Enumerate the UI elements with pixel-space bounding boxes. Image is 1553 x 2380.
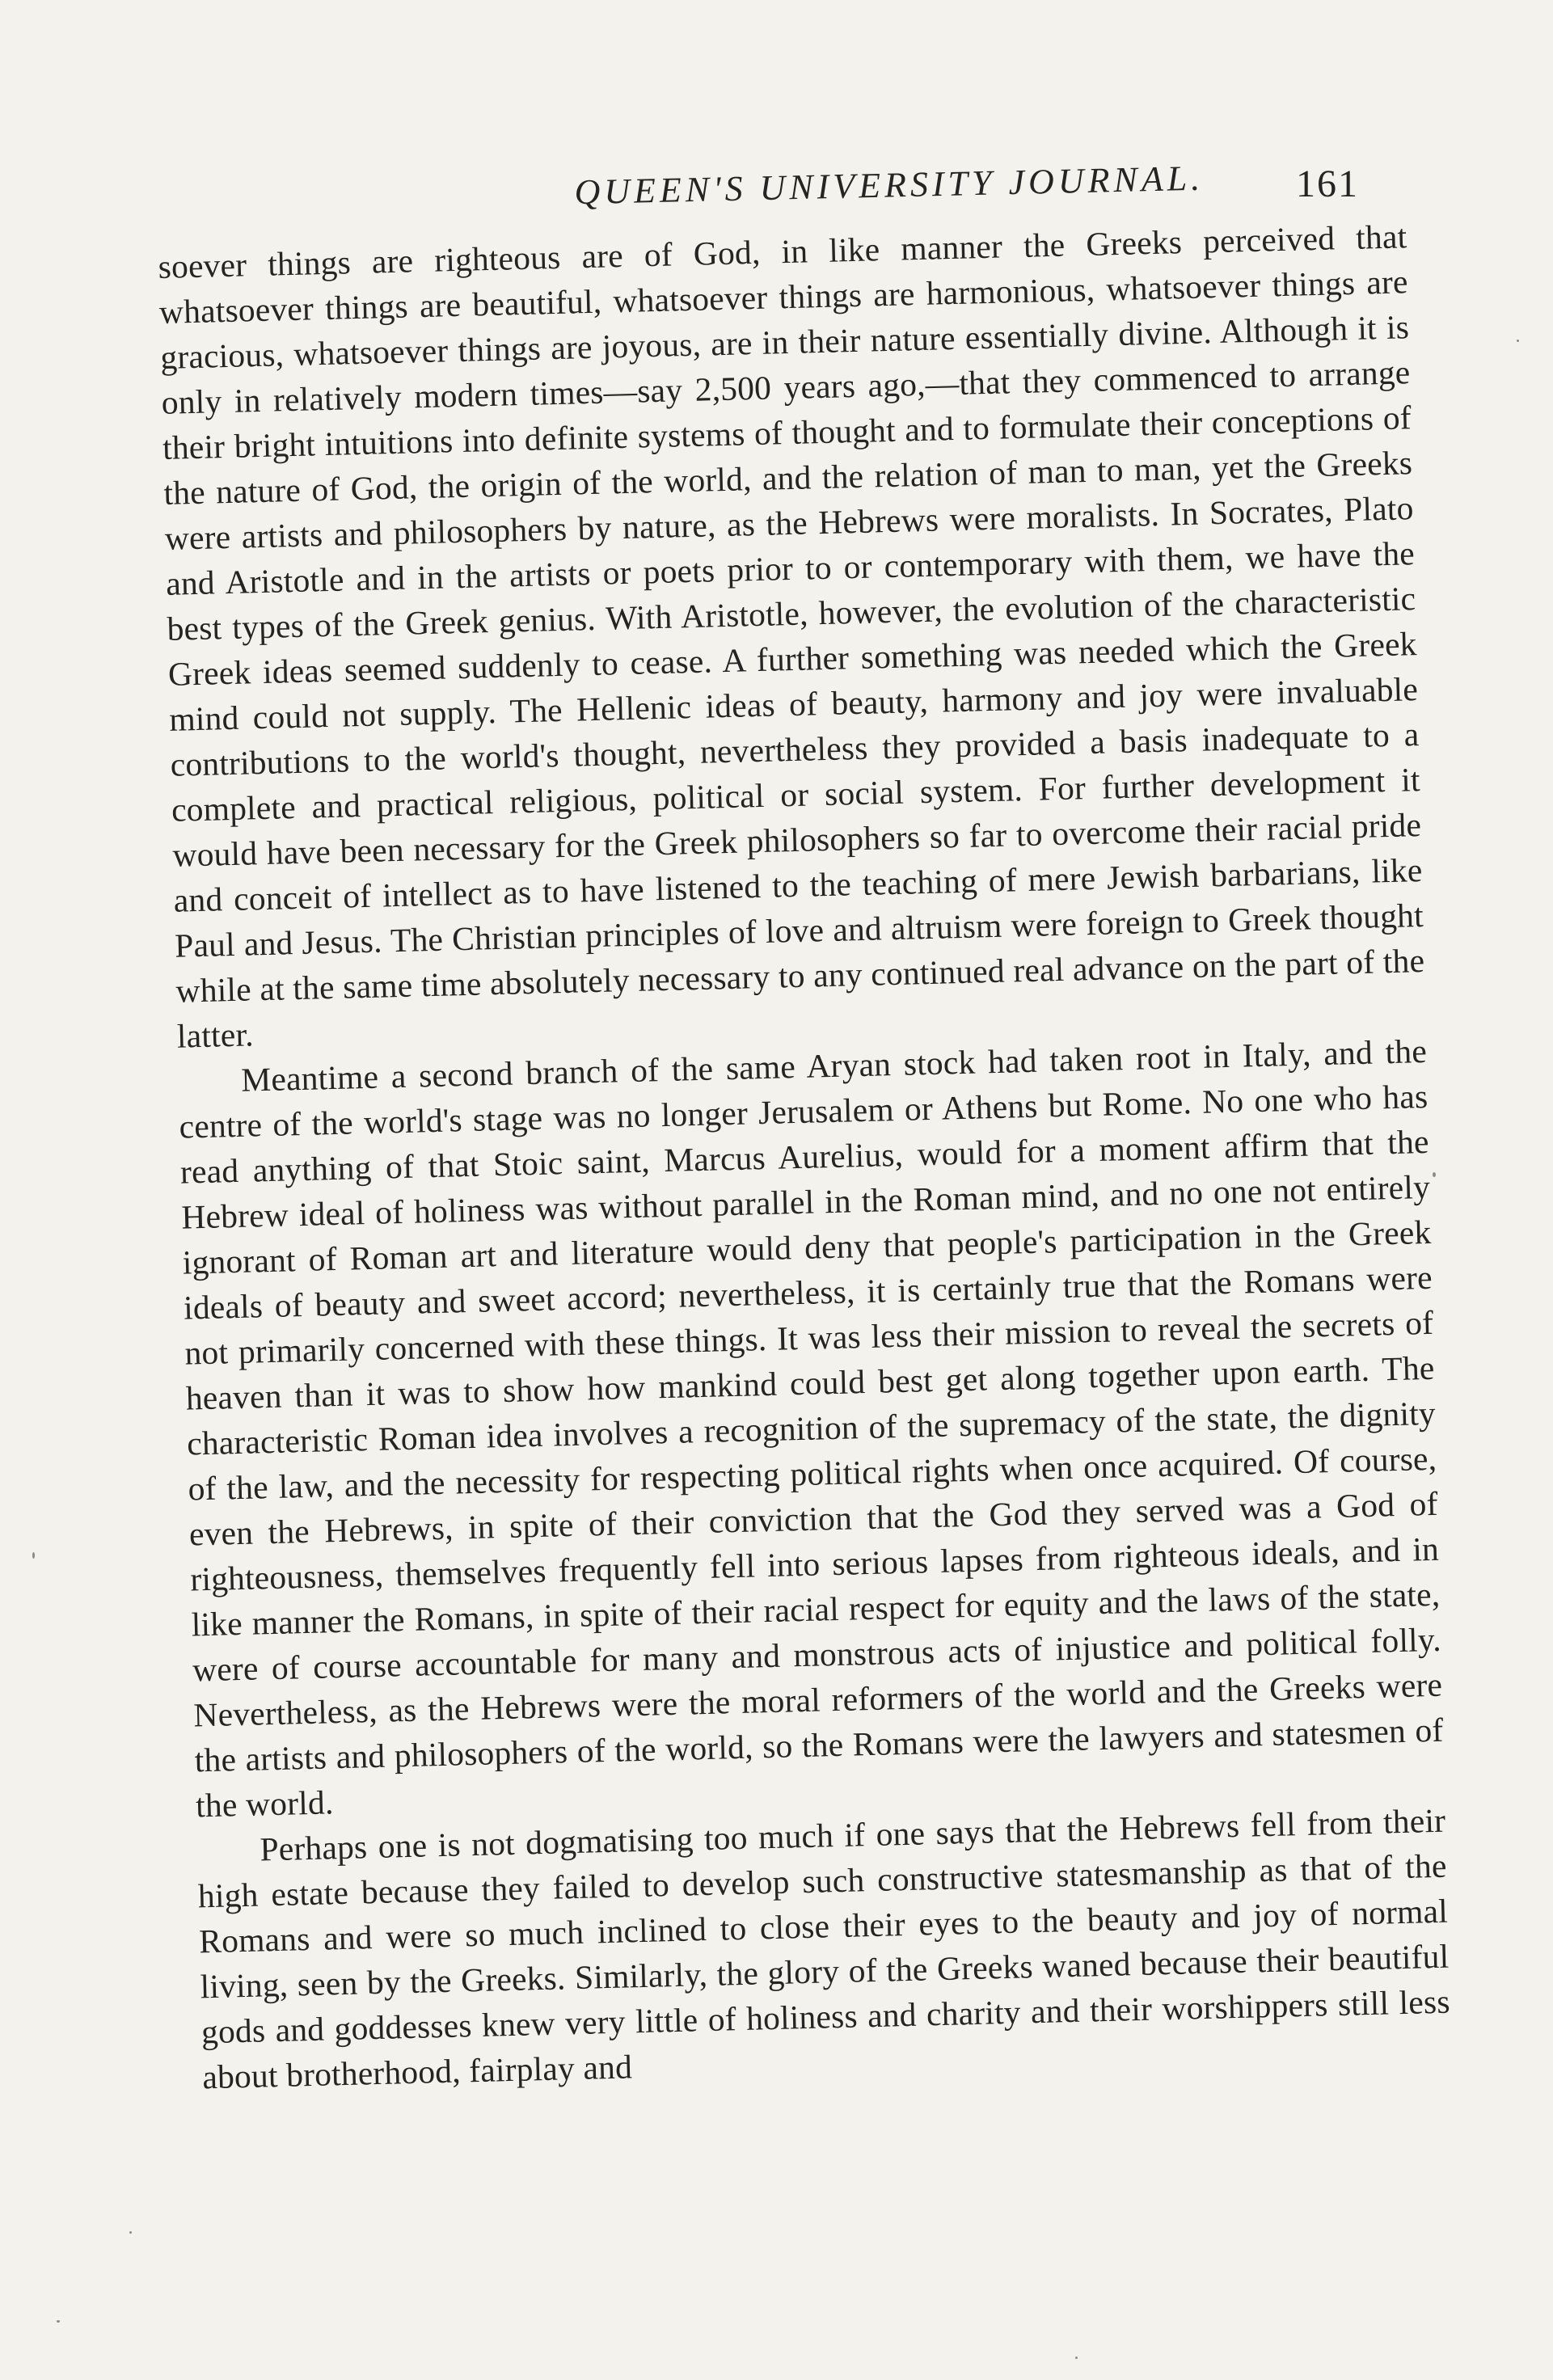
scan-speck	[57, 2320, 60, 2323]
paragraph-romans: Meantime a second branch of the same Aryan stock had taken root in Italy, and the centre of the world's stage was no longer Jerusalem or Athens but Rome. No one who has read anything of that Stoic saint, Marcus Aurelius, would for a moment affirm that the Hebrew ideal of holiness was without parallel in the Roman mind, and no one not entirely ignorant of Roman art and literature would deny that people's participation in the Greek ideals of beauty and sweet accord; nevertheless, it is certainly true that the Romans were not primarily concerned with these things. It was less their mission to reveal the secrets of heaven than it was to show how mankind could best get along together upon earth. The characteristic Roman idea involves a recognition of the supremacy of the state, the dignity of the law, and the necessity for respecting political rights when once acquired. Of course, even the Hebrews, in spite of their conviction that the God they served was a God of righteousness, themselves frequently fell into serious lapses from righteous ideals, and in like manner the Romans, in spite of their racial respect for equity and the laws of the state, were of course accountable for many and monstrous acts of injustice and political folly. Nevertheless, as the Hebrews were the moral reformers of the world and the Greeks were the artists and philosophers of the world, so the Romans were the lawyers and statesmen of the world.	[179, 1032, 1444, 1825]
scan-speck	[1433, 1172, 1436, 1177]
running-title: QUEEN'S UNIVERSITY JOURNAL.	[574, 158, 1205, 213]
paragraph-hebrews-fall: Perhaps one is not dogmatising too much if one says that the Hebrews fell from their high estate because they failed to develop such constructive statesmanship as that of the Romans and were so much inclined to close their eyes to the beauty and joy of normal living, seen by the Greeks. Similarly, the glory of the Greeks waned because their beautiful gods and goddesses knew very little of holiness and charity and their worshippers still less about brotherhood, fairplay and	[197, 1801, 1451, 2096]
paragraph-greeks: soever things are righteous are of God, in like manner the Greeks perceived that whatsoever things are beautiful, whatsoever things are harmonious, whatsoever things are gracious, whatsoever things are joyous, are in their nature essentially divine. Although it is only in relatively modern times—say 2,500 years ago,—that they commenced to arrange their bright intuitions into definite systems of thought and to formulate their conceptions of the nature of God, the origin of the world, and the relation of man to man, yet the Greeks were artists and philosophers by nature, as the Hebrews were moralists. In Socrates, Plato and Aristotle and in the artists or poets prior to or contemporary with them, we have the best types of the Greek genius. With Aristotle, however, the evolution of the characteristic Greek ideas seemed suddenly to cease. A further something was needed which the Greek mind could not supply. The Hellenic ideas of beauty, harmony and joy were invaluable contributions to the world's thought, nevertheless they provided a basis inadequate to a complete and practical religious, political or social system. For further development it would have been necessary for the Greek philosophers so far to overcome their racial pride and conceit of intellect as to have listened to the teaching of mere Jewish barbarians, like Paul and Jesus. The Christian principles of love and altruism were foreign to Greek thought while at the same time absolutely necessary to any continued real advance on the part of the latter.	[158, 217, 1425, 1055]
scan-speck	[32, 1552, 35, 1559]
page-number: 161	[1296, 162, 1359, 205]
scan-speck	[1517, 340, 1519, 342]
scan-speck	[1075, 2357, 1078, 2359]
scan-speck	[129, 2231, 132, 2234]
body-text	[158, 213, 1452, 2099]
